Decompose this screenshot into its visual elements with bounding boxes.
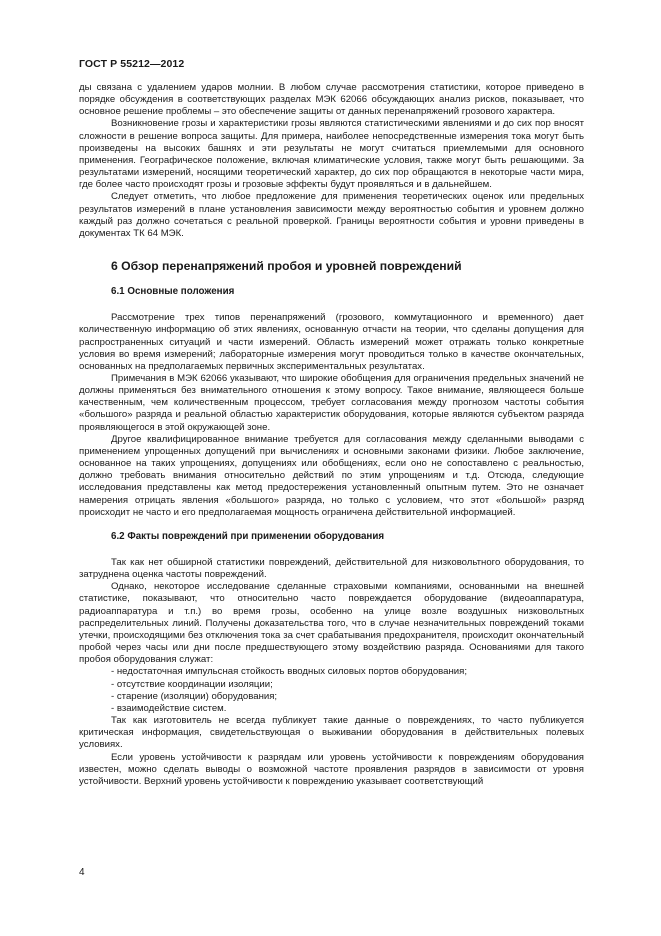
paragraph: Так как нет обширной статистики повреждений, действительной для низковольтного оборудования, то затруднена оценка частоты повреждений. [79,557,584,581]
paragraph: Если уровень устойчивости к разрядам или уровень устойчивости к повреждениям оборудования известен, можно сделать выводы о возможной частоте проявления разрядов в зависимости от уровня устойчивости. Верхний уровень устойчивости к повреждению указывает соответствующий [79,751,584,787]
document-header: ГОСТ Р 55212—2012 [79,58,185,70]
list-item: - старение (изоляции) оборудования; [111,690,278,702]
document-body [79,82,584,788]
subsection-heading: 6.1 Основные положения [111,286,235,298]
list-item: - недостаточная импульсная стойкость вводных силовых портов оборудования; [111,666,468,678]
paragraph: Возникновение грозы и характеристики грозы являются статистическими явлениями и до сих пор вносят сложности в решение вопроса защиты. Для примера, наиболее непосредственные измерения тока могут быть произведены на высоких башнях и эти результаты не могут считаться приемлемыми для основного применения. Географическое положение, включая климатические условия, также могут быть решающими. За результатами измерений, носящими теоретический характер, до сих пор обращаются в некоторые части мира, где более часто происходят грозы и грозовые эффекты будут проявляться и в дальнейшем. [79,118,584,191]
list-item: - взаимодействие систем. [111,702,227,714]
paragraph: Однако, некоторое исследование сделанные страховыми компаниями, основанными на внешней статистике, показывают, что относительно часто повреждается оборудование (видеоаппаратура, радиоаппаратура и т.п.) во время грозы, особенно на улице возле воздушных низковольтных распределительных линий. Получены доказательства того, что в случае незначительных повреждений токами утечки, происходящими без отключения тока за счет срабатывания предохранителя, происходит окончательный пробой через часы или дни после предшествующего этому воздействию разряда. Основаниями для такого пробоя оборудования служат: [79,581,584,666]
paragraph: Рассмотрение трех типов перенапряжений (грозового, коммутационного и временного) дает количественную информацию об этих явлениях, основанную отчасти на теории, что сделаны допущения для распространенных ситуаций и части измерений. Область измерений может отражать только конкретные условия во время измерений; лабораторные измерения могут проводиться только в качестве окончательных, основанных на предполагаемых первичных экспериментальных результатах. [79,312,584,372]
paragraph: Следует отметить, что любое предложение для применения теоретических оценок или предельных результатов измерений в плане установления зависимости между вероятностью события и уровнем должно каждый раз должно сочетаться с реальной проверкой. Границы вероятности события и уровни приведены в документах ТК 64 МЭК. [79,191,584,239]
page-number: 4 [79,867,85,878]
paragraph: Другое квалифицированное внимание требуется для согласования между сделанными выводами с применением упрощенных допущений при вычислениях и основными законами физики. Любое заключение, основанное на таких упрощениях, допущениях или обобщениях, если оно не сопоставлено с реальностью, должно требовать внимания относительно действий по этим упрощениям и т.д. Отсюда, следующие исследования представлены как метод предостережения установленный опытным путем. Это не означает намерения отрицать явления «большого» разряда, но только с условием, что этот «большой» разряд происходит не часто и его предполагаемая мощность ограничена действительной информацией. [79,433,584,518]
list-item: - отсутствие координации изоляции; [111,678,273,690]
bullet-list [79,666,584,715]
paragraph: Примечания в МЭК 62066 указывают, что широкие обобщения для ограничения предельных значений не должны применяться без внимательного отношения к этому вопросу. Такое внимание, являющееся больше качественным, чем количественным процессом, требует согласования между прогнозом частоты события «большого» разряда и реальной областью характеристик оборудования, которые являются субъектом разряда проявляющегося в этой окружающей зоне. [79,372,584,433]
paragraph: Так как изготовитель не всегда публикует такие данные о повреждениях, то часто публикуется критическая информация, свидетельствующая о выживании оборудования в действительных полевых условиях. [79,715,584,751]
paragraph: ды связана с удалением ударов молнии. В любом случае рассмотрения статистики, которое приведено в порядке обсуждения в соответствующих разделах МЭК 62066 обсуждающих анализ рисков, показывает, что основное решение проблемы – это обеспечение защиты от данных перенапряжений грозового характера. [79,82,584,118]
section-heading: 6 Обзор перенапряжений пробоя и уровней повреждений [111,259,462,274]
subsection-heading: 6.2 Факты повреждений при применении оборудования [111,530,385,542]
